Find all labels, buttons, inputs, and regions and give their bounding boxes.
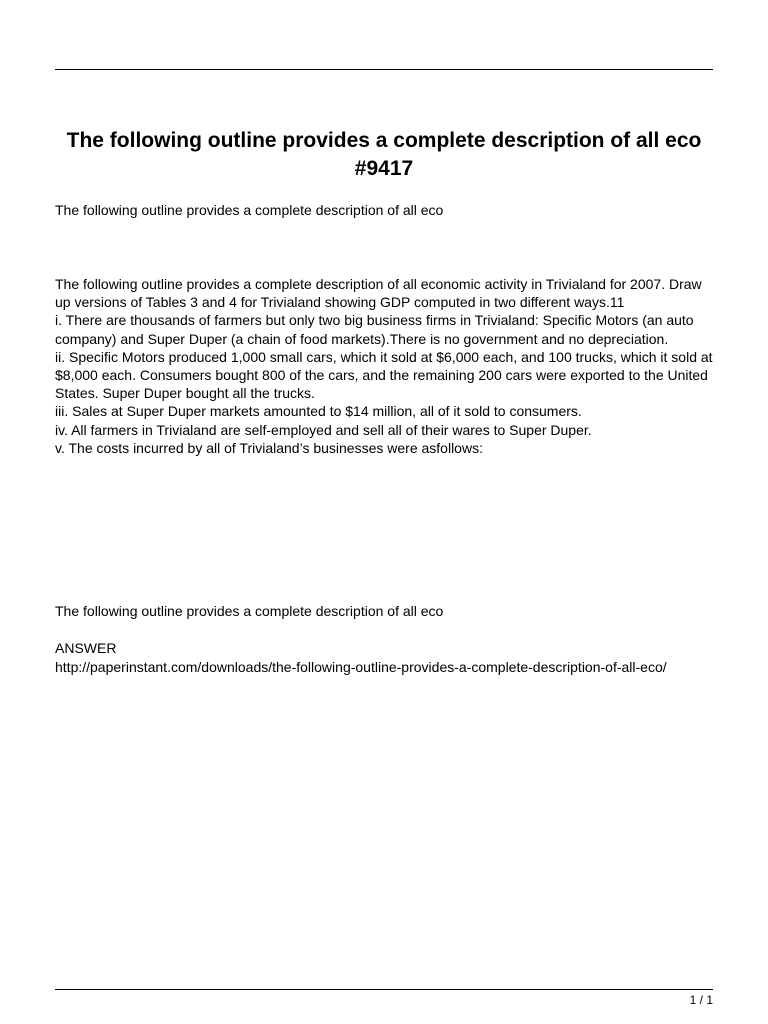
body-line-intro: The following outline provides a complete description of all economic activity in Trivialand for 2007. Draw up versions of Tables 3 and 4 for Trivialand showing GDP computed in two different ways.11 xyxy=(55,276,702,311)
summary-line: The following outline provides a complete description of all eco xyxy=(55,603,444,619)
body-line-v: v. The costs incurred by all of Trivialand’s businesses were asfollows: xyxy=(55,439,483,456)
page-number: 1 / 1 xyxy=(689,993,713,1007)
body-line-i: i. There are thousands of farmers but only two big business firms in Trivialand: Specific Motors (an auto company) and Super Duper (a chain of food markets).There is no government and no depreciation. xyxy=(55,312,694,347)
answer-label: ANSWER xyxy=(55,640,117,656)
document-title: The following outline provides a complete description of all eco #9417 xyxy=(66,129,702,180)
body-line-iv: iv. All farmers in Trivialand are self-employed and sell all of their wares to Super Duper. xyxy=(55,421,592,438)
document-subtitle: The following outline provides a complete description of all eco xyxy=(55,202,444,218)
body-line-iii: iii. Sales at Super Duper markets amounted to $14 million, all of it sold to consumers. xyxy=(55,403,582,420)
header-rule xyxy=(55,69,713,70)
footer-rule xyxy=(55,989,713,990)
answer-link[interactable]: http://paperinstant.com/downloads/the-following-outline-provides-a-complete-description-of-all-eco/ xyxy=(55,659,667,675)
body-paragraph xyxy=(55,275,715,457)
body-line-ii: ii. Specific Motors produced 1,000 small cars, which it sold at $6,000 each, and 100 trucks, which it sold at $8,000 each. Consumers bought 800 of the cars, and the remaining 200 cars were exported to the United States. Super Duper bought all the trucks. xyxy=(55,348,713,402)
